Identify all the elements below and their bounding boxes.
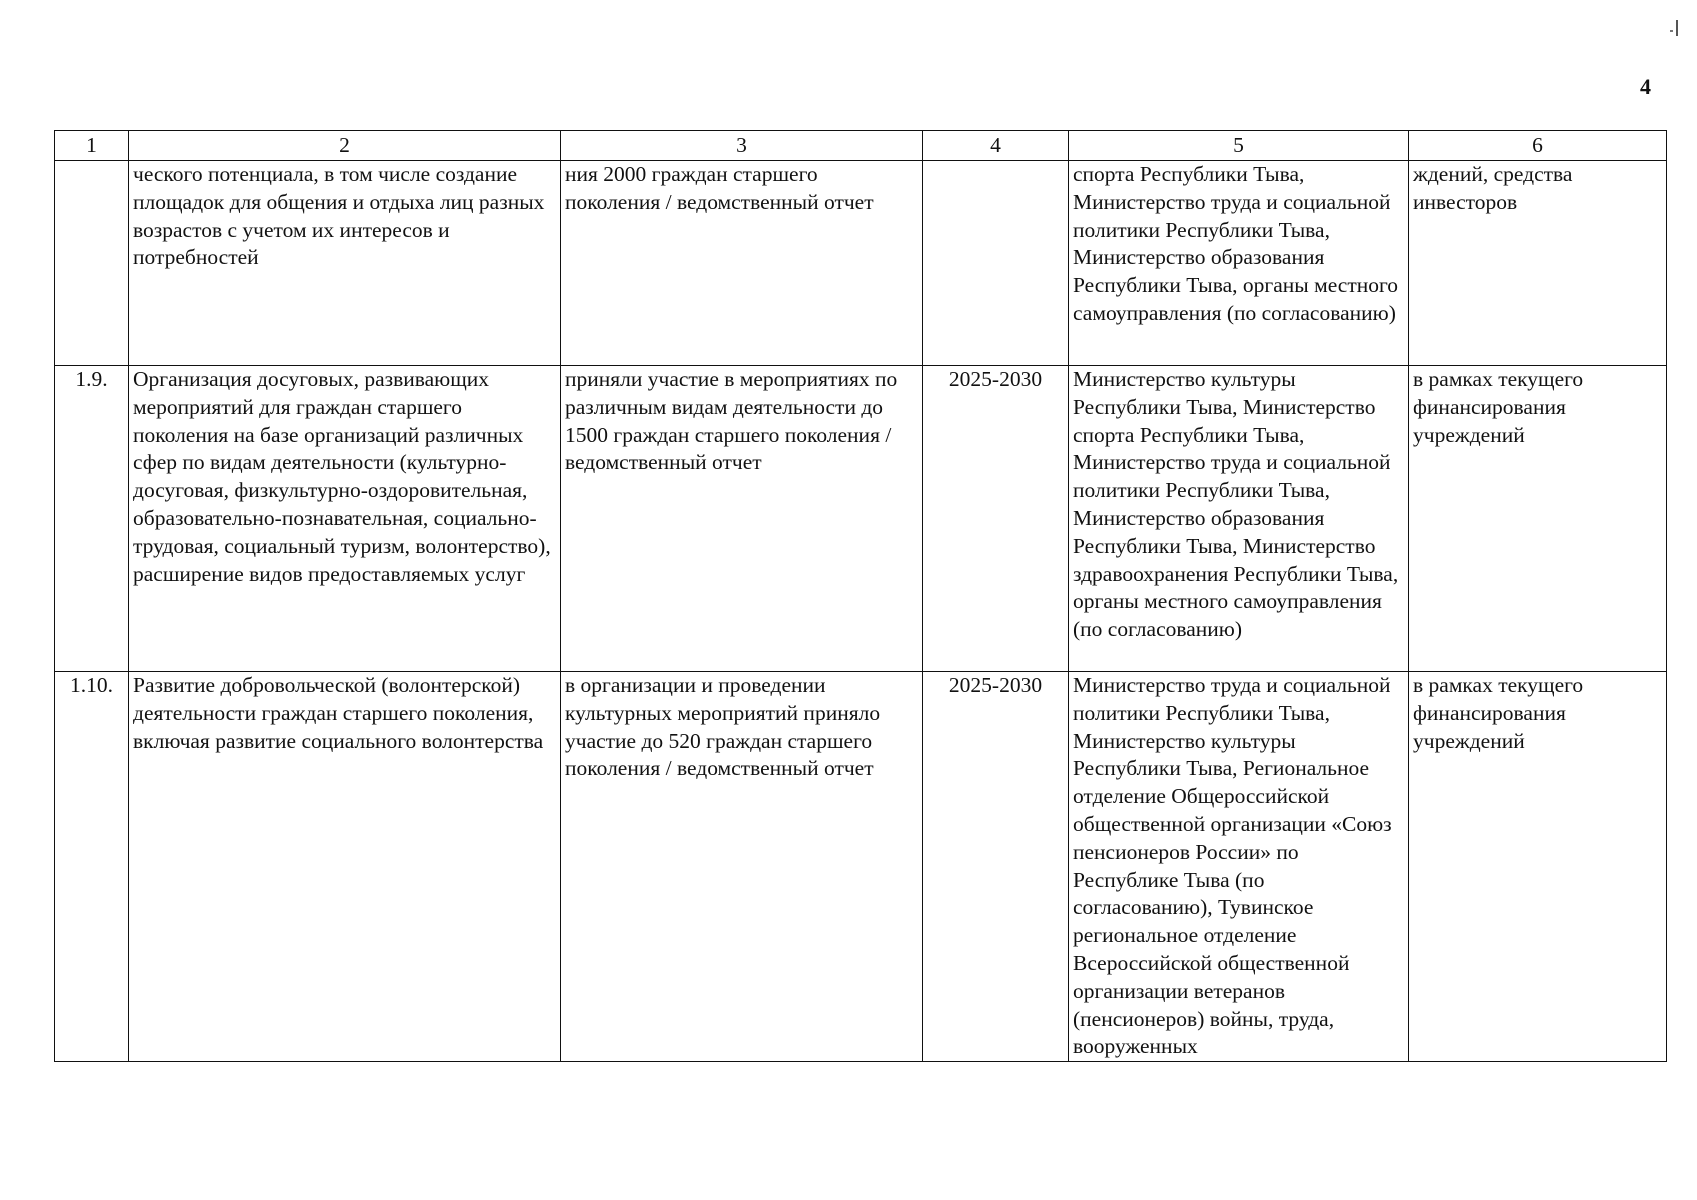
result-cell: в организации и проведении культурных мероприятий приняло участие до 520 граждан старшего поколения / ведомственный отчет [561, 672, 923, 1062]
period-cell [923, 161, 1069, 366]
executors-cell: спорта Республики Тыва, Министерство труда и социальной политики Республики Тыва, Министерство образования Республики Тыва, органы местного самоуправления (по согласованию) [1069, 161, 1409, 366]
period-cell: 2025-2030 [923, 672, 1069, 1062]
table-header-row [55, 131, 1667, 161]
event-cell: ческого потенциала, в том числе создание площадок для общения и отдыха лиц разных возрастов с учетом их интересов и потребностей [129, 161, 561, 366]
header-col-5: 5 [1069, 131, 1409, 161]
funding-cell: в рамках текущего финансирования учреждений [1409, 366, 1667, 672]
row-number: 1.9. [55, 366, 129, 672]
header-col-3: 3 [561, 131, 923, 161]
table-row [55, 366, 1667, 672]
measures-table [54, 130, 1667, 1062]
header-col-1: 1 [55, 131, 129, 161]
table-row [55, 161, 1667, 366]
event-cell: Организация досуговых, развивающих мероприятий для граждан старшего поколения на базе организаций различных сфер по видам деятельности (культурно-досуговая, физкультурно-оздоровительная, образовательно-познавательная, социально-трудовая, социальный туризм, волонтерство), расширение видов предоставляемых услуг [129, 366, 561, 672]
result-cell: ния 2000 граждан старшего поколения / ведомственный отчет [561, 161, 923, 366]
funding-cell: в рамках текущего финансирования учреждений [1409, 672, 1667, 1062]
header-col-2: 2 [129, 131, 561, 161]
executors-cell: Министерство культуры Республики Тыва, Министерство спорта Республики Тыва, Министерство труда и социальной политики Республики Тыва, Министерство образования Республики Тыва, Министерство здравоохранения Республики Тыва, органы местного самоуправления (по согласованию) [1069, 366, 1409, 672]
funding-cell: ждений, средства инвесторов [1409, 161, 1667, 366]
header-col-6: 6 [1409, 131, 1667, 161]
row-number: 1.10. [55, 672, 129, 1062]
period-cell: 2025-2030 [923, 366, 1069, 672]
page-number: 4 [1640, 74, 1651, 99]
row-number [55, 161, 129, 366]
event-cell: Развитие добровольческой (волонтерской) деятельности граждан старшего поколения, включая развитие социального волонтерства [129, 672, 561, 1062]
table-row [55, 672, 1667, 1062]
scan-artifact [1676, 20, 1678, 36]
result-cell: приняли участие в мероприятиях по различным видам деятельности до 1500 граждан старшего поколения / ведомственный отчет [561, 366, 923, 672]
header-col-4: 4 [923, 131, 1069, 161]
scan-artifact [1670, 30, 1673, 32]
executors-cell: Министерство труда и социальной политики Республики Тыва, Министерство культуры Республики Тыва, Региональное отделение Общероссийской общественной организации «Союз пенсионеров России» по Республике Тыва (по согласованию), Тувинское региональное отделение Всероссийской общественной организации ветеранов (пенсионеров) войны, труда, вооруженных [1069, 672, 1409, 1062]
